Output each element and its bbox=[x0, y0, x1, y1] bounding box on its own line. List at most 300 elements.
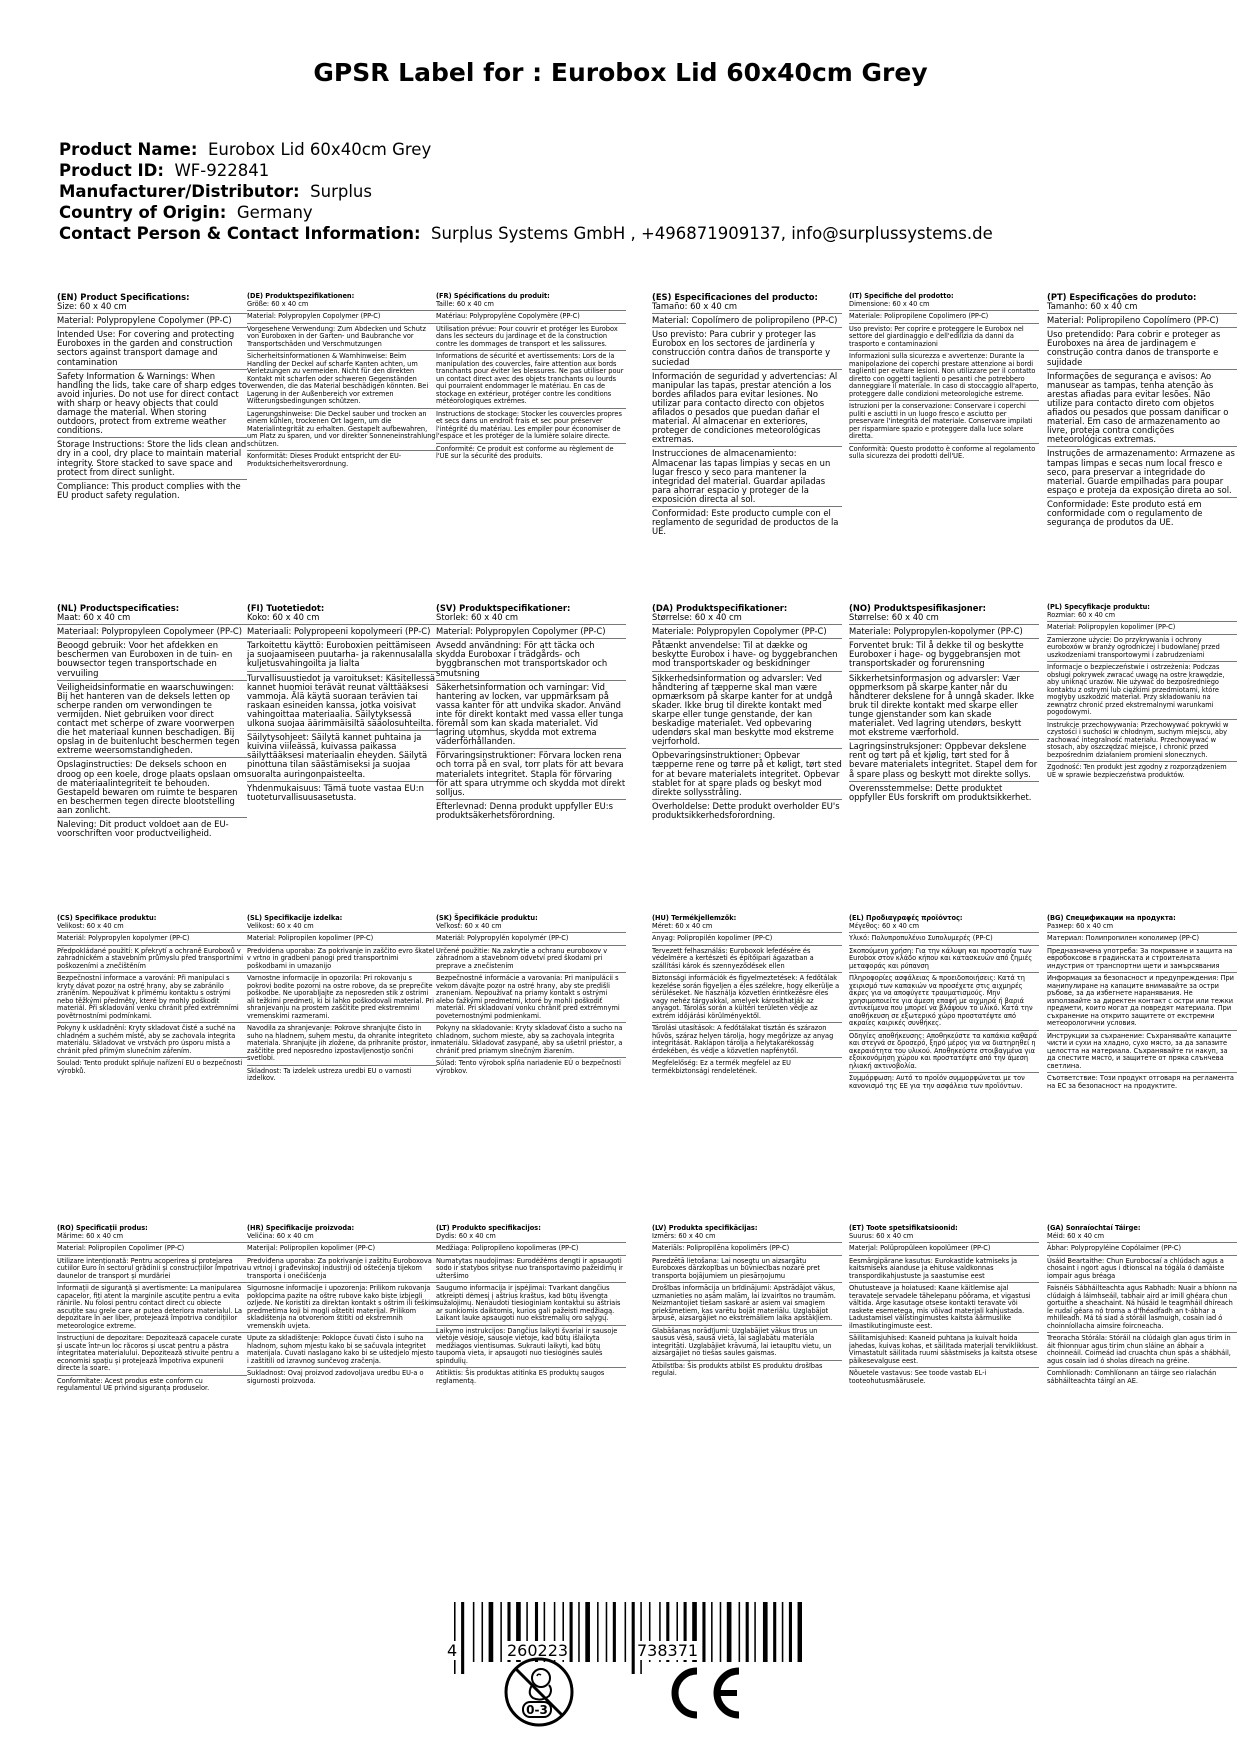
spec-material: Material: Polypropylen Copolymer (PP-C) bbox=[247, 312, 381, 320]
spec-divider bbox=[652, 327, 842, 328]
spec-column bbox=[57, 293, 247, 502]
spec-divider bbox=[1047, 621, 1237, 622]
spec-heading: (HU) Termékjellemzők: bbox=[652, 914, 737, 922]
spec-divider bbox=[849, 972, 1039, 973]
spec-divider bbox=[849, 1072, 1039, 1073]
spec-divider bbox=[652, 1022, 842, 1023]
spec-use: Úsáid Beartaithe: Chun Eurobocsaí a chlúdach agus a chosaint i ngort agus i dtionscal na tógála ó damáiste iompair agus bréaga bbox=[1047, 1256, 1225, 1280]
spec-divider bbox=[652, 624, 842, 625]
spec-safety: Bezpečnostní informace a varování: Při manipulaci s kryty dávat pozor na ostré hrany, aby se zabránilo zraněním. Nepoužívat k přímému kontaktu s ostrými nebo těžkými předměty, které by mohly poškodit materiál. Při skladování venku chránit před extrémními povětrnostními podmínkami. bbox=[57, 974, 239, 1020]
spec-divider bbox=[247, 1282, 437, 1283]
spec-heading: (GA) Sonraíochtaí Táirge: bbox=[1047, 1224, 1141, 1232]
spec-divider bbox=[1047, 1367, 1237, 1368]
spec-use: Utilizare intenționată: Pentru acoperirea și protejarea cutiilor Euro în sectorul grădinii și construcțiilor împotriva daunelor de transport și murdăriei bbox=[57, 1256, 247, 1280]
spec-storage: Instructions de stockage: Stocker les couvercles propres et secs dans un endroit frais et sec pour préserver l'intégrité du matériau. Les empiler pour économiser de l'espace et les protéger de la lumière solaire directe. bbox=[436, 409, 622, 440]
spec-material: Materiaal: Polypropyleen Copolymeer (PP-C) bbox=[57, 626, 242, 637]
spec-storage: Pokyny k uskladnění: Kryty skladovat čisté a suché na chladném a suchém místě, aby se zachovala integrita materiálu. Skladovat ve vrstvách pro úsporu místa a chránit před přímým slunečním zářením. bbox=[57, 1024, 236, 1055]
spec-storage: Storage Instructions: Store the lids clean and dry in a cool, dry place to maintain material integrity. Store stacked to save space and protect from direct sunlight. bbox=[57, 439, 247, 477]
barcode-bar bbox=[461, 1602, 464, 1674]
spec-heading: (ET) Toote spetsifikatsioonid: bbox=[849, 1224, 958, 1232]
spec-material: Material: Polypropylen Copolymer (PP-C) bbox=[436, 626, 606, 637]
spec-safety: Safety Information & Warnings: When handling the lids, take care of sharp edges to avoid injuries. Do not use for direct contact with sharp or heavy objects that could damage the material. When storing outdoors, protect from extreme weather conditions. bbox=[57, 370, 247, 436]
spec-divider bbox=[57, 1375, 247, 1376]
spec-size: Dimensione: 60 x 40 cm bbox=[849, 299, 930, 308]
barcode-bar bbox=[597, 1602, 599, 1662]
spec-heading: (RO) Specificații produs: bbox=[57, 1224, 148, 1232]
spec-heading: (FR) Spécifications du produit: bbox=[436, 292, 550, 300]
spec-compliance: Conformité: Ce produit est conforme au règlement de l'UE sur la sécurité des produits. bbox=[436, 444, 614, 460]
spec-divider bbox=[1047, 932, 1237, 933]
spec-divider bbox=[436, 799, 626, 800]
spec-material: Materiál: Polypropylén kopolymér (PP-C) bbox=[436, 934, 569, 942]
product-name-value: Eurobox Lid 60x40cm Grey bbox=[207, 140, 432, 159]
spec-use: Předpokládané použití: K překrytí a ochraně Euroboxů v zahradnickém a stavebním průmyslu před transportními poškozeními a znečištěním bbox=[57, 946, 244, 970]
barcode-bar bbox=[782, 1602, 784, 1662]
spec-divider bbox=[57, 1022, 247, 1023]
spec-storage: Glabāšanas norādījumi: Uzglabājiet vākus tīrus un sausus vēsā, sausā vietā, lai saglabātu materiāla integritāti. Uzglabājiet krāvumā, lai ietaupītu vietu, un aizsargājiet no tiešas saules gaismas. bbox=[652, 1326, 832, 1357]
spec-use: Tervezett felhasználás: Euroboxok lefedésére és védelmére a kertészeti és építőipari ágazatban a szállítási károk és szennyeződések ellen bbox=[652, 946, 814, 970]
spec-column bbox=[849, 293, 1039, 463]
spec-size: Størrelse: 60 x 40 cm bbox=[652, 612, 742, 623]
spec-divider bbox=[652, 446, 842, 447]
barcode-bar bbox=[632, 1602, 635, 1674]
product-info bbox=[59, 139, 1189, 244]
spec-section-4 bbox=[57, 1224, 1237, 1525]
spec-divider bbox=[247, 781, 437, 782]
barcode-lead-digit: 4 bbox=[447, 1641, 458, 1660]
spec-safety: Informații de siguranță și avertismente: La manipularea capacelor, fiți atent la marginile ascuțite pentru a evita rănirile. Nu folosi pentru contact direct cu obiecte ascuțite sau grele care ar putea deteriora materialul. La depozitare în aer liber, protejează împotriva condițiilor meteorologice extreme. bbox=[57, 1284, 243, 1330]
barcode-bar bbox=[606, 1602, 608, 1662]
spec-material: Materjal: Polüpropüleen kopolümeer (PP-C) bbox=[849, 1244, 991, 1252]
spec-compliance: Efterlevnad: Denna produkt uppfyller EU:s produktsäkerhetsförordning. bbox=[436, 800, 613, 820]
spec-divider bbox=[1047, 634, 1237, 635]
spec-storage: Navodila za shranjevanje: Pokrove shranjujte čisto in suho na hladnem, suhem mestu, da ohranite integriteto materiala. Shranjujte jih zložene, da prihranite prostor, in zaščitite pred neposredno izpostavljenostjo sončni svetlobi. bbox=[247, 1024, 437, 1062]
manufacturer-label: Manufacturer/Distributor: bbox=[59, 182, 300, 201]
spec-divider bbox=[57, 680, 247, 681]
spec-divider bbox=[436, 310, 626, 311]
barcode-bar bbox=[473, 1602, 475, 1662]
spec-column bbox=[1047, 915, 1237, 1092]
spec-size: Tamaño: 60 x 40 cm bbox=[652, 301, 738, 312]
spec-size: Méret: 60 x 40 cm bbox=[652, 921, 713, 930]
spec-divider bbox=[652, 748, 842, 749]
age-range-label: 0-3 bbox=[526, 1703, 548, 1717]
spec-safety: Ohutusteave ja hoiatused: Kaane käitlemise ajal teravatele servadele tähelepanu pöörama, et vigastusi vältida. Ärge kasutage otsese kontakti teravate või raskete esemetega, mis võivad materjali kahjustada. Ladustamisel välistingimustes kaitsta äärmuslike ilmastikutingimuste eest. bbox=[849, 1284, 1031, 1330]
spec-storage: Laikymo instrukcijos: Dangčius laikyti švariai ir sausoje vietoje vėsioje, sausoje vietoje, kad būtų išlaikyta medžiagos vientisumas. Sukrauti laikyti, kad būtų taupoma vieta, ir apsaugoti nuo tiesioginės saulės spindulių. bbox=[436, 1326, 618, 1365]
spec-column bbox=[849, 915, 1039, 1092]
spec-column bbox=[436, 293, 626, 463]
product-name-row bbox=[59, 139, 1189, 160]
spec-divider bbox=[849, 932, 1039, 933]
spec-column bbox=[652, 1225, 842, 1380]
spec-divider bbox=[436, 638, 626, 639]
origin-row bbox=[59, 202, 1189, 223]
spec-size: Koko: 60 x 40 cm bbox=[247, 612, 320, 623]
spec-divider bbox=[849, 310, 1039, 311]
spec-column bbox=[436, 1225, 626, 1387]
spec-divider bbox=[247, 408, 437, 409]
spec-use: Uso previsto: Per coprire e proteggere le Eurobox nel settore del giardinaggio e dell'edilizia da danni da trasporto e contaminazioni bbox=[849, 324, 1024, 348]
spec-heading: (HR) Specifikacije proizvoda: bbox=[247, 1224, 355, 1232]
spec-size: Größe: 60 x 40 cm bbox=[247, 299, 309, 308]
spec-divider bbox=[652, 932, 842, 933]
spec-compliance: Conformidad: Este producto cumple con el reglamento de seguridad de productos de la UE. bbox=[652, 507, 839, 537]
spec-material: Materiāls: Polipropilēna kopolimērs (PP-C) bbox=[652, 1244, 790, 1252]
barcode-digits-right: 738371 bbox=[637, 1641, 699, 1660]
spec-material: Materiale: Polypropylen-kopolymer (PP-C) bbox=[849, 626, 1023, 637]
spec-divider bbox=[247, 1065, 437, 1066]
spec-column bbox=[849, 1225, 1039, 1387]
spec-divider bbox=[652, 799, 842, 800]
spec-divider bbox=[1047, 1072, 1237, 1073]
origin-value: Germany bbox=[236, 203, 313, 222]
spec-divider bbox=[849, 1030, 1039, 1031]
barcode-bar bbox=[489, 1602, 494, 1662]
spec-compliance: Sukladnost: Ovaj proizvod zadovoljava uredbu EU-a o sigurnosti proizvoda. bbox=[247, 1369, 424, 1385]
spec-divider bbox=[652, 313, 842, 314]
spec-divider bbox=[436, 408, 626, 409]
spec-section-2 bbox=[57, 603, 1229, 904]
spec-storage: Pokyny na skladovanie: Kryty skladovať čisto a sucho na chladnom, suchom mieste, aby sa zachovala integrita materiálu. Skladovať zasypané, aby sa ušetril priestor, a chrániť pred priamym slnečným žiarením. bbox=[436, 1024, 623, 1055]
spec-divider bbox=[849, 1367, 1039, 1368]
barcode-bar bbox=[625, 1602, 627, 1662]
spec-compliance: Atbilstība: Šis produkts atbilst ES produktu drošības regulai. bbox=[652, 1361, 823, 1377]
spec-divider bbox=[849, 1255, 1039, 1256]
spec-divider bbox=[1047, 369, 1237, 370]
spec-column bbox=[652, 604, 842, 822]
spec-storage: Instrukcje przechowywania: Przechowywać pokrywki w czystości i suchości w chłodnym, suchym miejscu, aby zachować integralność materiału. Przechowywać w stosach, aby oszczędzać miejsce, i chronić przed bezpośrednim działaniem promieni słonecznych. bbox=[1047, 720, 1229, 759]
spec-heading: (PT) Especificações do produto: bbox=[1047, 292, 1197, 302]
spec-column bbox=[436, 915, 626, 1077]
spec-use: Určené použitie: Na zakrytie a ochranu euroboxov v záhradnom a stavebnom odvetví pred škodami pri preprave a znečistením bbox=[436, 946, 608, 970]
spec-divider bbox=[849, 624, 1039, 625]
spec-use: Beoogd gebruik: Voor het afdekken en beschermen van Euroboxen in de tuin- en bouwsector tegen transportschade en vervuiling bbox=[57, 640, 233, 678]
spec-divider bbox=[849, 1332, 1039, 1333]
spec-divider bbox=[57, 638, 247, 639]
spec-divider bbox=[436, 1255, 626, 1256]
spec-use: Predvidena uporaba: Za pokrivanje in zaščito evro škatel v vrtno in gradbeni panogi pred transportnimi poškodbami in umazanijo bbox=[247, 946, 435, 970]
spec-divider bbox=[1047, 1332, 1237, 1333]
origin-label: Country of Origin: bbox=[59, 203, 227, 222]
spec-use: Numatytas naudojimas: Eurodėžėms dengti ir apsaugoti sodo ir statybos srityse nuo transportavimo pažeidimų ir užteršimo bbox=[436, 1256, 623, 1280]
spec-divider bbox=[247, 323, 437, 324]
spec-storage: Lagerungshinweise: Die Deckel sauber und trocken an einem kühlen, trockenen Ort lagern, um die Materialintegrität zu erhalten. Gestapelt aufbewahren, um Platz zu sparen, und vor direkter Sonneneinstrahlung schützen. bbox=[247, 409, 436, 448]
barcode-bar bbox=[702, 1602, 705, 1662]
barcode-digits-left: 260223 bbox=[507, 1641, 569, 1660]
spec-divider bbox=[1047, 1242, 1237, 1243]
spec-divider bbox=[57, 972, 247, 973]
spec-divider bbox=[652, 506, 842, 507]
spec-divider bbox=[849, 638, 1039, 639]
spec-safety: Faisnéis Sábháilteachta agus Rabhadh: Nuair a bhíonn na clúdaigh á láimhseáil, tabhair aird ar imill ghéara chun gortuithe a sheachaint. Ná húsáid le teagmháil dhíreach le rudaí géara nó troma a d'fhéadfadh an t-ábhar a mhilleadh. Má tá siad á stóráil lasmuigh, cosain iad ó choinníollacha aimsire foircneacha. bbox=[1047, 1284, 1237, 1330]
spec-divider bbox=[57, 757, 247, 758]
manufacturer-value: Surplus bbox=[310, 182, 372, 201]
spec-divider bbox=[247, 730, 437, 731]
spec-compliance: Съответствие: Този продукт отговаря на регламента на ЕС за безопасност на продуктите. bbox=[1047, 1074, 1234, 1090]
spec-divider bbox=[652, 972, 842, 973]
spec-column bbox=[1047, 604, 1237, 781]
spec-divider bbox=[849, 739, 1039, 740]
spec-divider bbox=[652, 1255, 842, 1256]
spec-divider bbox=[436, 972, 626, 973]
spec-material: Matériau: Polypropylène Copolymère (PP-C) bbox=[436, 312, 580, 320]
spec-material: Material: Polipropileno Copolímero (PP-C) bbox=[1047, 315, 1219, 326]
spec-divider bbox=[849, 323, 1039, 324]
spec-material: Material: Polypropylene Copolymer (PP-C) bbox=[57, 315, 232, 326]
spec-divider bbox=[247, 945, 437, 946]
spec-compliance: Naleving: Dit product voldoet aan de EU-voorschriften voor productveiligheid. bbox=[57, 818, 229, 839]
spec-safety: Informações de segurança e avisos: Ao manusear as tampas, tenha atenção às arestas afiadas para evitar lesões. Não utilize para contacto direto com objetos afiados ou pesados que possam danificar o material. Em caso de armazenamento ao livre, proteja contra condições meteorológicas extremas. bbox=[1047, 370, 1229, 445]
spec-use: Uso pretendido: Para cobrir e proteger as Euroboxes na área de jardinagem e construção contra danos de transporte e sujidade bbox=[1047, 329, 1221, 367]
spec-size: Mărime: 60 x 40 cm bbox=[57, 1231, 124, 1240]
spec-divider bbox=[57, 479, 247, 480]
spec-compliance: Overholdelse: Dette produkt overholder EU's produktsikkerhedsforordning. bbox=[652, 800, 840, 820]
spec-heading: (IT) Specifiche del prodotto: bbox=[849, 292, 954, 300]
spec-size: Méid: 60 x 40 cm bbox=[1047, 1231, 1105, 1240]
spec-use: Intended Use: For covering and protecting Euroboxes in the garden and construction sectors against transport damage and contamination bbox=[57, 329, 235, 367]
spec-size: Maat: 60 x 40 cm bbox=[57, 612, 131, 623]
product-id-row bbox=[59, 160, 1189, 181]
spec-divider bbox=[247, 638, 437, 639]
spec-compliance: Zgodność: Ten produkt jest zgodny z rozporządzeniem UE w sprawie bezpieczeństwa produktów. bbox=[1047, 763, 1227, 779]
spec-divider bbox=[849, 781, 1039, 782]
spec-divider bbox=[57, 932, 247, 933]
spec-storage: Οδηγίες αποθήκευσης: Αποθηκεύστε τα καπάκια καθαρά και στεγνά σε δροσερό, ξηρό μέρος για να διατηρηθεί η ακεραιότητα του υλικού. Αποθηκεύστε στοιβαγμένα για εξοικονόμηση χώρου και προστατέψτε από την άμεση ηλιακή ακτινοβολία. bbox=[849, 1031, 1037, 1070]
barcode-bar bbox=[578, 1602, 580, 1662]
spec-divider bbox=[436, 1242, 626, 1243]
spec-safety: Bezpečnostné informácie a varovania: Pri manipulácii s vekom dávajte pozor na ostré hrany, aby ste predišli zraneniam. Nepoužívať na priamy kontakt s ostrými alebo ťažkými predmetmi, ktoré by mohli poškodiť materiál. Pri skladovaní vonku chrániť pred extrémnymi poveternostnými podmienkami. bbox=[436, 974, 620, 1020]
spec-divider bbox=[57, 945, 247, 946]
spec-heading: (LV) Produkta specifikācijas: bbox=[652, 1224, 758, 1232]
spec-divider bbox=[57, 1282, 247, 1283]
spec-safety: Informazioni sulla sicurezza e avvertenze: Durante la manipolazione dei coperchi prestare attenzione ai bordi taglienti per evitare lesioni. Non utilizzare per il contatto diretto con oggetti taglienti o pesanti che potrebbero danneggiare il materiale. In caso di stoccaggio all'aperto, proteggere dalle condizioni meteorologiche estreme. bbox=[849, 352, 1039, 398]
spec-safety: Información de seguridad y advertencias: Al manipular las tapas, prestar atención a los bordes afilados para evitar lesiones. No utilizar para contacto directo con objetos afilados o pesados que puedan dañar el material. Al almacenar en exteriores, proteger de condiciones meteorológicas extremas. bbox=[652, 370, 838, 445]
spec-divider bbox=[436, 1282, 626, 1283]
spec-storage: Opslaginstructies: De deksels schoon en droog op een koele, droge plaats opslaan om de materiaalintegriteit te behouden. Gestapeld bewaren om ruimte te besparen en beschermen tegen directe blootstelling aan zonlicht. bbox=[57, 759, 247, 815]
spec-divider bbox=[436, 1057, 626, 1058]
spec-divider bbox=[1047, 719, 1237, 720]
spec-compliance: Yhdenmukaisuus: Tämä tuote vastaa EU:n tuoteturvallisuusasetusta. bbox=[247, 782, 424, 802]
spec-divider bbox=[57, 437, 247, 438]
ce-mark-icon bbox=[663, 1665, 743, 1721]
contact-label: Contact Person & Contact Information: bbox=[59, 224, 421, 243]
spec-safety: Säkerhetsinformation och varningar: Vid hantering av locken, var uppmärksam på vassa kanter för att undvika skador. Använd inte för direkt kontakt med vassa eller tunga föremål som kan skada materialet. Vid lagring utomhus, skydda mot extrema väderförhållanden. bbox=[436, 681, 624, 747]
spec-divider bbox=[1047, 972, 1237, 973]
spec-compliance: Nõuetele vastavus: See toode vastab EL-i tooteohutusmäärusele. bbox=[849, 1369, 987, 1385]
barcode-bar bbox=[482, 1602, 484, 1662]
spec-safety: Πληροφορίες ασφάλειας & προειδοποιήσεις: Κατά τη χειρισμό των καπακιών να προσέχετε στις αιχμηρές άκρες για να αποφύγετε τραυματισμούς. Μην χρησιμοποιείτε για άμεση επαφή με αιχμηρά ή βαριά αντικείμενα που μπορεί να βλάψουν το υλικό. Κατά την αποθήκευση σε εξωτερικό χώρο προστατέψτε από ακραίες καιρικές συνθήκες. bbox=[849, 974, 1033, 1027]
spec-size: Izmērs: 60 x 40 cm bbox=[652, 1231, 716, 1240]
spec-divider bbox=[849, 671, 1039, 672]
spec-divider bbox=[1047, 446, 1237, 447]
spec-use: Eesmärgipärane kasutus: Eurokastide katmiseks ja kaitsmiseks aianduse ja ehituse valdkonnas transpordikahjustuste ja saastumise eest bbox=[849, 1256, 1018, 1280]
spec-use: Uso previsto: Para cubrir y proteger las Eurobox en los sectores de jardinería y construcción contra daños de transporte y suciedad bbox=[652, 329, 831, 367]
spec-divider bbox=[247, 310, 437, 311]
spec-safety: Sicherheitsinformationen & Warnhinweise: Beim Handling der Deckel auf scharfe Kanten achten, um Verletzungen zu vermeiden. Nicht für den direkten Kontakt mit scharfen oder schweren Gegenständen verwenden, die das Material beschädigen könnten. Bei Lagerung in der Außenbereich vor extremen Witterungsbedingungen schützen. bbox=[247, 352, 429, 405]
spec-size: Suurus: 60 x 40 cm bbox=[849, 1231, 914, 1240]
spec-divider bbox=[247, 671, 437, 672]
spec-use: Avsedd användning: För att täcka och skydda Euroboxar i trädgårds- och byggbranschen mot transportskador och smutsning bbox=[436, 640, 608, 678]
spec-divider bbox=[1047, 313, 1237, 314]
spec-use: Påtænkt anvendelse: Til at dække og beskytte Eurobox i have- og byggebranchen mod transportskader og beskidninger bbox=[652, 640, 838, 669]
spec-column bbox=[849, 604, 1039, 804]
spec-safety: Varnostne informacije in opozorila: Pri rokovanju s pokrovi bodite pozorni na ostre robove, da se preprečite poškodbe. Ne uporabljajte za neposreden stik z ostrimi ali težkimi predmeti, ki bi lahko poškodovali material. Pri shranjevanju na prostem zaščitite pred ekstremnimi vremenskimi razmerami. bbox=[247, 974, 434, 1020]
barcode-bar bbox=[727, 1602, 732, 1662]
barcode-bar bbox=[640, 1602, 642, 1674]
spec-storage: Opbevaringsinstruktioner: Opbevar tæpperne rene og tørre på et køligt, tørt sted for at bevare materialets integritet. Opbevar stablet for at spare plads og beskyt mod direkte sollysstråling. bbox=[652, 750, 842, 797]
spec-safety: Turvallisuustiedot ja varoitukset: Käsitellessä kannet huomioi terävät reunat välttääksesi vammoja. Älä käytä suoraan terävien tai raskaan esineiden kanssa, jotka voisivat vahingoittaa materiaalia. Säilytyksessä ulkona suojaa äärimmäisiltä sääolosuhteilta. bbox=[247, 672, 436, 729]
spec-column bbox=[1047, 293, 1237, 529]
spec-divider bbox=[436, 932, 626, 933]
spec-divider bbox=[247, 932, 437, 933]
barcode-bar bbox=[500, 1602, 502, 1662]
spec-compliance: Conformità: Questo prodotto è conforme al regolamento sulla sicurezza dei prodotti dell'UE. bbox=[849, 444, 1036, 460]
product-id-label: Product ID: bbox=[59, 161, 164, 180]
spec-divider bbox=[652, 1057, 842, 1058]
spec-heading: (PL) Specyfikacje produktu: bbox=[1047, 603, 1150, 611]
spec-use: Vorgesehene Verwendung: Zum Abdecken und Schutz von Euroboxen in der Garten- und Baubranche vor Transportschäden und Verschmutzungen bbox=[247, 324, 426, 348]
ean-barcode bbox=[440, 1602, 802, 1717]
spec-material: Materijal: Polipropilen kopolimer (PP-C) bbox=[247, 1244, 376, 1252]
page-title: GPSR Label for : Eurobox Lid 60x40cm Grey bbox=[313, 58, 928, 87]
spec-use: Paredzētā lietošana: Lai nosegtu un aizsargātu Euroboxes dārzkopības un būvniecības nozarē pret transporta bojājumiem un piesārņojumu bbox=[652, 1256, 821, 1280]
spec-material: Υλικό: Πολυπροπυλένιο Συπολυμερές (PP-C) bbox=[849, 934, 993, 942]
spec-divider bbox=[57, 1255, 247, 1256]
spec-safety: Информация за безопасност и предупреждения: При манипулиране на капаците внимавайте за остри ръбове, за да избегнете наранявания. Не използвайте за директен контакт с остри или тежки предмети, които могат да повредят материала. При съхранение на открито защитете от екстремни метеорологични условия. bbox=[1047, 974, 1234, 1027]
spec-material: Materiale: Polipropilene Copolimero (PP-C) bbox=[849, 312, 989, 320]
spec-use: Utilisation prévue: Pour couvrir et protéger les Eurobox dans les secteurs du jardinage et de la construction contre les dommages de transport et les salissures. bbox=[436, 324, 618, 348]
spec-divider bbox=[57, 1332, 247, 1333]
spec-divider bbox=[247, 450, 437, 451]
product-name-label: Product Name: bbox=[59, 140, 198, 159]
spec-storage: Lagringsinstruksjoner: Oppbevar dekslene rent og tørt på et kjølig, tørt sted for å bevare materialets integritet. Stapel dem for å spare plass og beskytt mot direkte sollys. bbox=[849, 741, 1038, 779]
spec-size: Velikost: 60 x 40 cm bbox=[247, 921, 314, 930]
spec-divider bbox=[849, 400, 1039, 401]
spec-safety: Saugumo informacija ir įspėjimai: Tvarkant dangčius atkreipti dėmesį į aštrius kraštus, kad būtų išvengta sužalojimų. Nenaudoti tiesioginiam kontaktui su aštriais ar sunkiomis daiktomis, kurios gali pažeisti medžiagą. Laikant lauke apsaugoti nuo ekstremalių oro sąlygų. bbox=[436, 1284, 621, 1322]
spec-divider bbox=[436, 443, 626, 444]
spec-divider bbox=[436, 680, 626, 681]
spec-divider bbox=[436, 323, 626, 324]
spec-size: Μέγεθος: 60 x 40 cm bbox=[849, 921, 919, 930]
spec-divider bbox=[436, 350, 626, 351]
spec-compliance: Conformidade: Este produto está em conformidade com o regulamento de segurança de produtos da UE. bbox=[1047, 498, 1203, 528]
barcode-bar bbox=[773, 1602, 776, 1662]
spec-divider bbox=[436, 1022, 626, 1023]
spec-divider bbox=[1047, 1030, 1237, 1031]
spec-material: Ábhar: Polypropyléine Copólaimer (PP-C) bbox=[1047, 1244, 1182, 1252]
spec-storage: Instrucciones de almacenamiento: Almacenar las tapas limpias y secas en un lugar fresco y seco para mantener la integridad del material. Guardar apiladas para ahorrar espacio y proteger de la exposición directa al sol. bbox=[652, 448, 831, 504]
spec-use: Предназначена употреба: За покриване и защита на евробоксове в градинската и строителната индустрия от транспортни щети и замърсявания bbox=[1047, 946, 1233, 970]
spec-material: Material: Polipropilen kopolimer (PP-C) bbox=[247, 934, 374, 942]
spec-safety: Informacje o bezpieczeństwie i ostrzeżenia: Podczas obsługi pokrywek zwracać uwagę na ostre krawędzie, aby uniknąć urazów. Nie używać do bezpośredniego kontaktu z ostrymi lub ciężkimi przedmiotami, które mogłyby uszkodzić materiał. Przy składowaniu na zewnątrz chronić przed ekstremalnymi warunkami pogodowymi. bbox=[1047, 663, 1225, 716]
spec-divider bbox=[849, 1242, 1039, 1243]
spec-compliance: Soulad: Tento produkt splňuje nařízení EU o bezpečnosti výrobků. bbox=[57, 1059, 243, 1075]
spec-divider bbox=[1047, 661, 1237, 662]
spec-safety: Veiligheidsinformatie en waarschuwingen: Bij het hanteren van de deksels letten op scherpe randen om verwondingen te vermijden. Niet gebruiken voor direct contact met scherpe of zware voorwerpen die het materiaal kunnen beschadigen. Bij opslag in de buitenlucht beschermen tegen extreme weersomstandigheden. bbox=[57, 681, 240, 756]
contact-value: Surplus Systems GmbH , +496871909137, info@surplussystems.de bbox=[431, 224, 993, 243]
spec-material: Anyag: Polipropilén kopolimer (PP-C) bbox=[652, 934, 773, 942]
manufacturer-row bbox=[59, 181, 1189, 202]
spec-divider bbox=[652, 1242, 842, 1243]
spec-safety: Sikkerhedsinformation og advarsler: Ved håndtering af tæpperne skal man være opmærksom på skarpe kanter for at undgå skader. Ikke brug til direkte kontakt med skarpe eller tunge genstande, der kan beskadige materialet. Ved opbevaring udendørs skal man beskytte mod ekstreme vejrforhold. bbox=[652, 672, 834, 747]
spec-storage: Upute za skladištenje: Poklopce čuvati čisto i suho na hladnom, suhom mjestu kako bi se sačuvala integritet materijala. Čuvati naslagano kako bi se uštedjelo mjesto i zaštitili od izravnog sunčevog zračenja. bbox=[247, 1334, 434, 1365]
spec-material: Materiał: Polipropylen kopolimer (PP-C) bbox=[1047, 623, 1176, 631]
spec-safety: Informations de sécurité et avertissements: Lors de la manipulation des couvercles, faire attention aux bords tranchants pour éviter les blessures. Ne pas utiliser pour un contact direct avec des objets tranchants ou lourds qui pourraient endommager le matériau. En cas de stockage en extérieur, protéger contre les conditions météorologiques extrêmes. bbox=[436, 352, 624, 405]
spec-divider bbox=[849, 1282, 1039, 1283]
spec-compliance: Conformitate: Acest produs este conform cu regulamentul UE privind siguranța produselor. bbox=[57, 1376, 210, 1392]
spec-compliance: Compliance: This product complies with the EU product safety regulation. bbox=[57, 480, 241, 500]
barcode-bar bbox=[798, 1602, 802, 1662]
spec-material: Material: Copolímero de polipropileno (PP-C) bbox=[652, 315, 838, 326]
spec-heading: (BG) Спецификации на продукта: bbox=[1047, 914, 1176, 922]
spec-divider bbox=[1047, 327, 1237, 328]
spec-divider bbox=[247, 624, 437, 625]
spec-divider bbox=[652, 1282, 842, 1283]
spec-divider bbox=[652, 1325, 842, 1326]
barcode-bar bbox=[720, 1602, 722, 1662]
spec-section-3 bbox=[57, 914, 1234, 1215]
spec-compliance: Atitiktis: Šis produktas atitinka ES produktų saugos reglamentą. bbox=[436, 1369, 605, 1385]
spec-storage: Instrucțiuni de depozitare: Depozitează capacele curate și uscate într-un loc răcoros și uscat pentru a păstra integritatea materialului. Depozitează stivuite pentru a economisi spațiu și protejează împotriva expunerii directe la soare. bbox=[57, 1334, 242, 1372]
spec-storage: Tárolási utasítások: A fedőtálakat tisztán és szárazon hűvös, száraz helyen tárolja, hogy megőrizze az anyag integritását. Raklapon tárolja a helytakarékosság érdekében, és védje a közvetlen napfénytől. bbox=[652, 1024, 834, 1055]
spec-divider bbox=[247, 1332, 437, 1333]
spec-safety: Sikkerhetsinformasjon og advarsler: Vær oppmerksom på skarpe kanter når du håndterer dekslene for å unngå skader. Ikke bruk til direkte kontakt med skarpe eller tunge gjenstander som kan skade materialet. Ved lagring utendørs, beskytt mot ekstreme værforhold. bbox=[849, 672, 1034, 738]
spec-divider bbox=[247, 1255, 437, 1256]
spec-divider bbox=[652, 671, 842, 672]
spec-column bbox=[57, 604, 247, 840]
spec-size: Size: 60 x 40 cm bbox=[57, 301, 127, 312]
spec-heading: (NL) Productspecificaties: bbox=[57, 603, 180, 613]
spec-material: Materiál: Polypropylen kopolymer (PP-C) bbox=[57, 934, 190, 942]
spec-size: Tamanho: 60 x 40 cm bbox=[1047, 301, 1138, 312]
spec-heading: (SV) Produktspecifikationer: bbox=[436, 603, 571, 613]
spec-size: Storlek: 60 x 40 cm bbox=[436, 612, 518, 623]
spec-divider bbox=[57, 624, 247, 625]
spec-column bbox=[652, 293, 842, 538]
spec-compliance: Megfelelőség: Ez a termék megfelel az EU termékbiztonsági rendeletének. bbox=[652, 1059, 791, 1075]
spec-divider bbox=[1047, 945, 1237, 946]
spec-heading: (SK) Špecifikácie produktu: bbox=[436, 914, 538, 922]
spec-heading: (SL) Specifikacije izdelka: bbox=[247, 914, 343, 922]
barcode-bar bbox=[746, 1602, 749, 1662]
spec-heading: (FI) Tuotetiedot: bbox=[247, 603, 325, 613]
spec-safety: Sigurnosne informacije i upozorenja: Prilikom rukovanja poklopcima pazite na oštre rubove kako biste izbjegli ozljede. Ne koristiti za direktan kontakt s oštrim ili teškim predmetima koji bi mogli oštetiti materijal. Prilikom skladištenja na otvorenom štititi od ekstremnih vremenskih uvjeta. bbox=[247, 1284, 437, 1330]
spec-column bbox=[247, 604, 437, 804]
spec-size: Velikost: 60 x 40 cm bbox=[57, 921, 124, 930]
spec-heading: (NO) Produktspesifikasjoner: bbox=[849, 603, 986, 613]
spec-divider bbox=[57, 1242, 247, 1243]
barcode-bar bbox=[763, 1602, 768, 1662]
spec-use: Predviđena uporaba: Za pokrivanje i zaštitu Euroboxova u vrtnoj i građevinskoj industriji od oštećenja tijekom transporta i onečišćenja bbox=[247, 1256, 432, 1280]
spec-column bbox=[247, 1225, 437, 1387]
spec-material: Материал: Полипропилен кополимер (PP-C) bbox=[1047, 934, 1200, 942]
spec-divider bbox=[1047, 1282, 1237, 1283]
spec-divider bbox=[436, 1367, 626, 1368]
spec-use: Zamierzone użycie: Do przykrywania i ochrony euroboxów w branży ogrodniczej i budowlanej przed uszkodzeniami transportowymi i zabrudzeniami bbox=[1047, 635, 1220, 659]
spec-divider bbox=[57, 313, 247, 314]
spec-size: Размер: 60 x 40 cm bbox=[1047, 921, 1114, 930]
spec-divider bbox=[849, 443, 1039, 444]
spec-storage: Säilytysohjeet: Säilytä kannet puhtaina ja kuivina viileässä, kuivassa paikassa säilyttääksesi materiaalin eheyden. Säilytä pinottuna tilan säästämiseksi ja suojaa suoralta auringonpaisteelta. bbox=[247, 732, 428, 779]
spec-divider bbox=[652, 1360, 842, 1361]
spec-use: Σκοπούμενη χρήση: Για την κάλυψη και προστασία των Eurobox στον κλάδο κήπου και κατασκευών από ζημιές μεταφοράς και ρύπανση bbox=[849, 946, 1033, 970]
spec-safety: Drošības informācija un brīdinājumi: Apstrādājot vākus, uzmanieties no asām malām, lai izvairītos no traumām. Neizmantojiet tiešam saskarē ar asiem vai smagiem priekšmetiem, kas varētu bojāt materiālu. Uzglabājot ārpusē, aizsargājiet no ekstremāliem laika apstākļiem. bbox=[652, 1284, 836, 1322]
spec-column bbox=[57, 915, 247, 1077]
spec-heading: (DA) Produktspecifikationer: bbox=[652, 603, 788, 613]
spec-column bbox=[247, 915, 437, 1085]
barcode-bar bbox=[570, 1602, 573, 1662]
spec-storage: Инструкции за съхранение: Съхранявайте капаците чисти и сухи на хладно, сухо място, за да запазите целостта на материала. Съхранявайте ги накуп, за да спестите място, и защитете от пряка слънчева светлина. bbox=[1047, 1031, 1232, 1070]
